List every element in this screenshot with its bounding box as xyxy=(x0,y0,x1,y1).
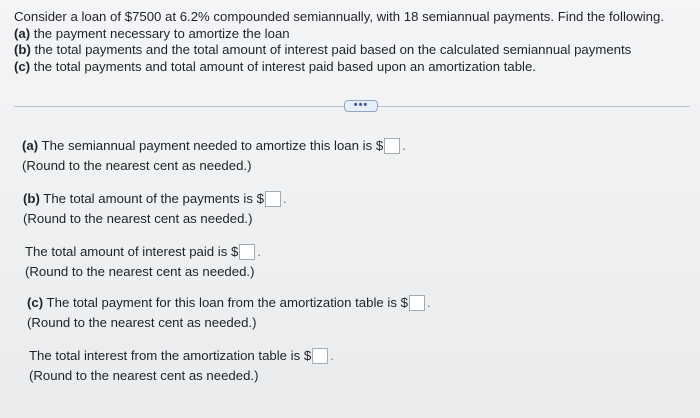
answer-c-interest-input[interactable] xyxy=(312,348,328,364)
answer-c-interest-block xyxy=(29,346,334,386)
answer-b-interest-prompt: The total amount of interest paid is $ xyxy=(25,244,239,259)
question-item-c-text: the total payments and total amount of interest paid based upon an amortization table. xyxy=(30,58,536,74)
question-intro: Consider a loan of $7500 at 6.2% compounded semiannually, with 18 semiannual payments. Find the following. xyxy=(14,9,664,24)
answer-c-interest-row xyxy=(29,346,334,366)
answer-b-total-prompt: The total amount of the payments is $ xyxy=(39,191,264,206)
question-item-a-text: the payment necessary to amortize the loan xyxy=(30,25,290,41)
answer-c-interest-dot: . xyxy=(330,348,334,363)
answer-b-interest-hint: (Round to the nearest cent as needed.) xyxy=(25,264,255,279)
answer-a-hint: (Round to the nearest cent as needed.) xyxy=(22,158,252,173)
answer-b-total-input[interactable] xyxy=(265,191,281,207)
answer-a-input[interactable] xyxy=(384,138,400,154)
question-item-c-tag: (c) xyxy=(14,58,31,74)
answer-a-row xyxy=(22,136,406,156)
answer-b-tag: (b) xyxy=(23,191,40,206)
answer-b-total-dot: . xyxy=(282,191,287,206)
question-text xyxy=(14,9,690,75)
answer-a-dot: . xyxy=(402,138,406,153)
expand-more-button[interactable]: ••• xyxy=(344,100,378,112)
answer-a-prompt: The semiannual payment needed to amortize this loan is $ xyxy=(38,138,384,153)
question-item-a xyxy=(14,26,690,43)
answer-c-tag: (c) xyxy=(27,295,44,310)
question-item-c xyxy=(14,59,690,76)
answer-c-total-row xyxy=(27,293,431,313)
question-item-a-tag: (a) xyxy=(14,25,31,41)
question-item-b-tag: (b) xyxy=(14,42,31,57)
answer-a-tag: (a) xyxy=(22,138,39,153)
answer-c-total-input[interactable] xyxy=(409,295,425,311)
answer-b-interest-dot: . xyxy=(257,244,261,259)
answer-b-total-block xyxy=(23,189,287,229)
answer-c-total-prompt: The total payment for this loan from the amortization table is $ xyxy=(43,295,408,310)
answer-a-block xyxy=(22,136,406,176)
answer-b-interest-block xyxy=(25,242,261,282)
answer-c-total-dot: . xyxy=(426,295,431,310)
answer-b-total-row xyxy=(23,189,287,209)
answer-c-interest-hint: (Round to the nearest cent as needed.) xyxy=(29,368,259,383)
section-divider xyxy=(14,100,690,114)
question-item-b-text: the total payments and the total amount of interest paid based on the calculated semiannual payments xyxy=(30,42,632,57)
answer-c-interest-prompt: The total interest from the amortization table is $ xyxy=(29,348,312,363)
question-item-b xyxy=(14,42,690,59)
answer-c-total-block xyxy=(27,293,431,333)
answer-b-interest-row xyxy=(25,242,261,262)
answer-b-interest-input[interactable] xyxy=(239,244,255,260)
answer-c-total-hint: (Round to the nearest cent as needed.) xyxy=(27,315,257,330)
answer-b-total-hint: (Round to the nearest cent as needed.) xyxy=(23,211,253,226)
